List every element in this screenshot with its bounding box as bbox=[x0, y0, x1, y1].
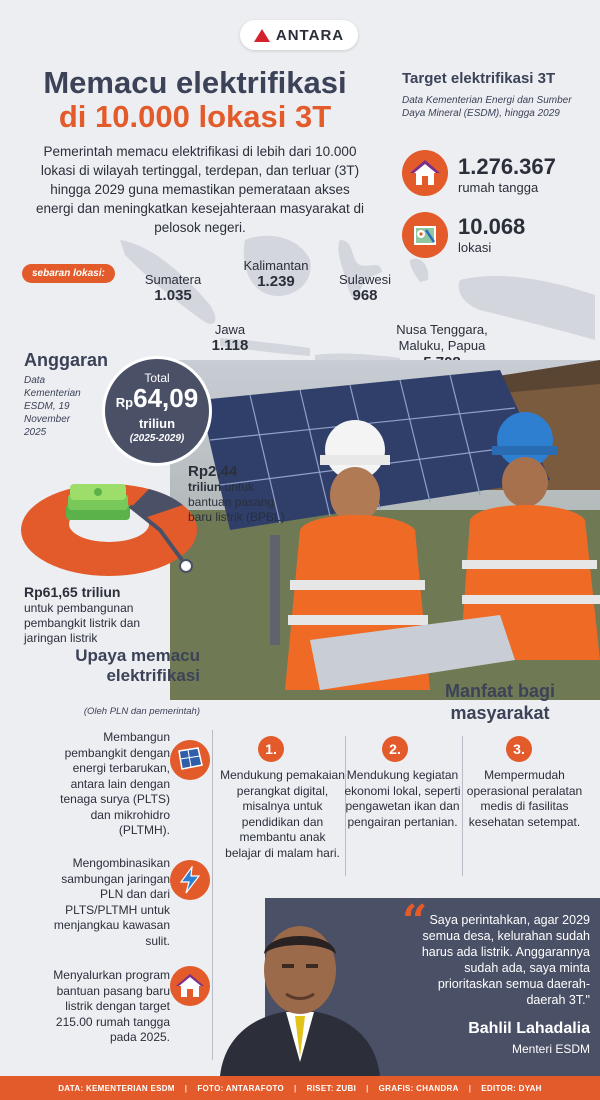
upaya-source: (Oleh PLN dan pemerintah) bbox=[83, 706, 200, 717]
intro-text: Pemerintah memacu elektrifikasi di lebih dari 10.000 lokasi di wilayah tertinggal, terdepan, dan terluar (3T) hingga 2029 guna memastikan pemerataan akses energi dan meningkatkan kesejahteraan masyarakat di pelosok negeri. bbox=[36, 144, 364, 235]
credit-data: DATA: KEMENTERIAN ESDM bbox=[58, 1083, 175, 1093]
lightning-icon bbox=[170, 860, 210, 900]
credit-foto: FOTO: ANTARAFOTO bbox=[197, 1083, 285, 1093]
sebaran-lokasi-badge: sebaran lokasi: bbox=[22, 264, 115, 283]
credit-editor: EDITOR: DYAH bbox=[481, 1083, 542, 1093]
upaya-item-1: Membangun pembangkit dengan energi terbarukan, antara lain dengan tenaga surya (PLTS) dan mikrohidro (PLTMH). bbox=[60, 730, 170, 837]
logo-text: ANTARA bbox=[275, 26, 345, 44]
region-value: 1.239 bbox=[257, 273, 295, 290]
upaya-title: Upaya memacu elektrifikasi bbox=[75, 646, 200, 685]
quote-mark-icon: “ bbox=[402, 896, 428, 947]
manfaat-title: Manfaat bagi masyarakat bbox=[444, 681, 555, 723]
upaya-item-2: Mengombinasikan sambungan jaringan PLN dan dari PLTS/PLTMH untuk menjangkau kawasan sulit. bbox=[53, 856, 170, 948]
anggaran-total-circle bbox=[102, 356, 212, 466]
region-sulawesi bbox=[330, 272, 400, 304]
region-name: Jawa bbox=[214, 322, 246, 337]
total-label: Total bbox=[144, 371, 170, 385]
manfaat-text-2: Mendukung kegiatan ekonomi lokal, seperti pengawetan ikan dan pengairan pertanian. bbox=[344, 768, 461, 829]
page-title-line2: di 10.000 lokasi 3T bbox=[58, 99, 332, 134]
quote-text: Saya perintahkan, agar 2029 semua desa, kelurahan sudah harus ada listrik. Anggarannya sudah ada, saya minta prioritaskan semua daerah-daerah 3T." bbox=[421, 913, 590, 1007]
bpbl-unit: triliun bbox=[188, 480, 222, 494]
manfaat-text-1: Mendukung pemakaian perangkat digital, misalnya untuk pendidikan dan membantu anak belajar di malam hari. bbox=[220, 768, 345, 860]
region-name: Sumatera bbox=[144, 272, 202, 287]
pembangkit-value: Rp61,65 triliun bbox=[24, 584, 121, 600]
region-name: Sulawesi bbox=[338, 272, 392, 287]
workers-solar-panel-illustration bbox=[170, 360, 600, 700]
minister-portrait bbox=[200, 912, 400, 1076]
upaya-item-3: Menyalurkan program bantuan pasang baru listrik dengan target 215.00 rumah tangga pada 2025. bbox=[53, 968, 170, 1044]
region-jawa bbox=[200, 322, 260, 354]
target-source: Data Kementerian Energi dan Sumber Daya Mineral (ESDM), hingga 2029 bbox=[402, 95, 572, 119]
total-prefix: Rp bbox=[115, 395, 134, 410]
credits-footer: DATA: KEMENTERIAN ESDM | FOTO: ANTARAFOTO | RISET: ZUBI | GRAFIS: CHANDRA | EDITOR: DYAH bbox=[0, 1076, 600, 1100]
total-unit: triliun bbox=[138, 416, 176, 431]
manfaat-number-1: 1. bbox=[258, 736, 284, 762]
region-name: Kalimantan bbox=[243, 258, 309, 273]
pembangkit-text: untuk pembangunan pembangkit listrik dan jaringan listrik bbox=[24, 601, 141, 645]
credit-riset: RISET: ZUBI bbox=[306, 1083, 357, 1093]
house-icon bbox=[402, 150, 448, 196]
page-title-line1: Memacu elektrifikasi bbox=[43, 65, 347, 100]
bpbl-text: untuk bantuan pasang baru listrik (BPBL) bbox=[188, 480, 285, 524]
stat-households-label: rumah tangga bbox=[458, 180, 539, 195]
region-name: Nusa Tenggara, Maluku, Papua bbox=[396, 322, 488, 353]
stat-locations-value: 10.068 bbox=[458, 214, 526, 239]
target-title: Target elektrifikasi 3T bbox=[402, 70, 556, 87]
region-value: 968 bbox=[352, 287, 378, 304]
region-kalimantan bbox=[236, 258, 316, 290]
solar-panel-icon bbox=[170, 740, 210, 780]
anggaran-title: Anggaran bbox=[24, 350, 109, 370]
manfaat-number-3: 3. bbox=[506, 736, 532, 762]
total-value: 64,09 bbox=[133, 383, 199, 413]
region-value: 1.118 bbox=[211, 337, 249, 354]
quote-speaker-name: Bahlil Lahadalia bbox=[468, 1020, 590, 1037]
pembangkit-annotation bbox=[24, 585, 174, 646]
region-value: 1.035 bbox=[154, 287, 192, 304]
manfaat-text-3: Mempermudah operasional peralatan medis di fasilitas kesehatan setempat. bbox=[466, 768, 583, 829]
quote-speaker-role: Menteri ESDM bbox=[511, 1042, 590, 1056]
antara-logo-icon bbox=[254, 29, 270, 42]
bpbl-annotation bbox=[188, 464, 298, 525]
stat-locations-label: lokasi bbox=[458, 240, 492, 255]
anggaran-source: Data Kementerian ESDM, 19 November 2025 bbox=[24, 375, 81, 438]
manfaat-number-2: 2. bbox=[382, 736, 408, 762]
stat-households-value: 1.276.367 bbox=[458, 154, 556, 179]
credit-grafis: GRAFIS: CHANDRA bbox=[378, 1083, 459, 1093]
antara-logo bbox=[240, 20, 358, 50]
region-sumatera bbox=[138, 272, 208, 304]
bpbl-value: Rp2,44 bbox=[188, 463, 238, 480]
total-period: (2025-2029) bbox=[129, 433, 185, 444]
